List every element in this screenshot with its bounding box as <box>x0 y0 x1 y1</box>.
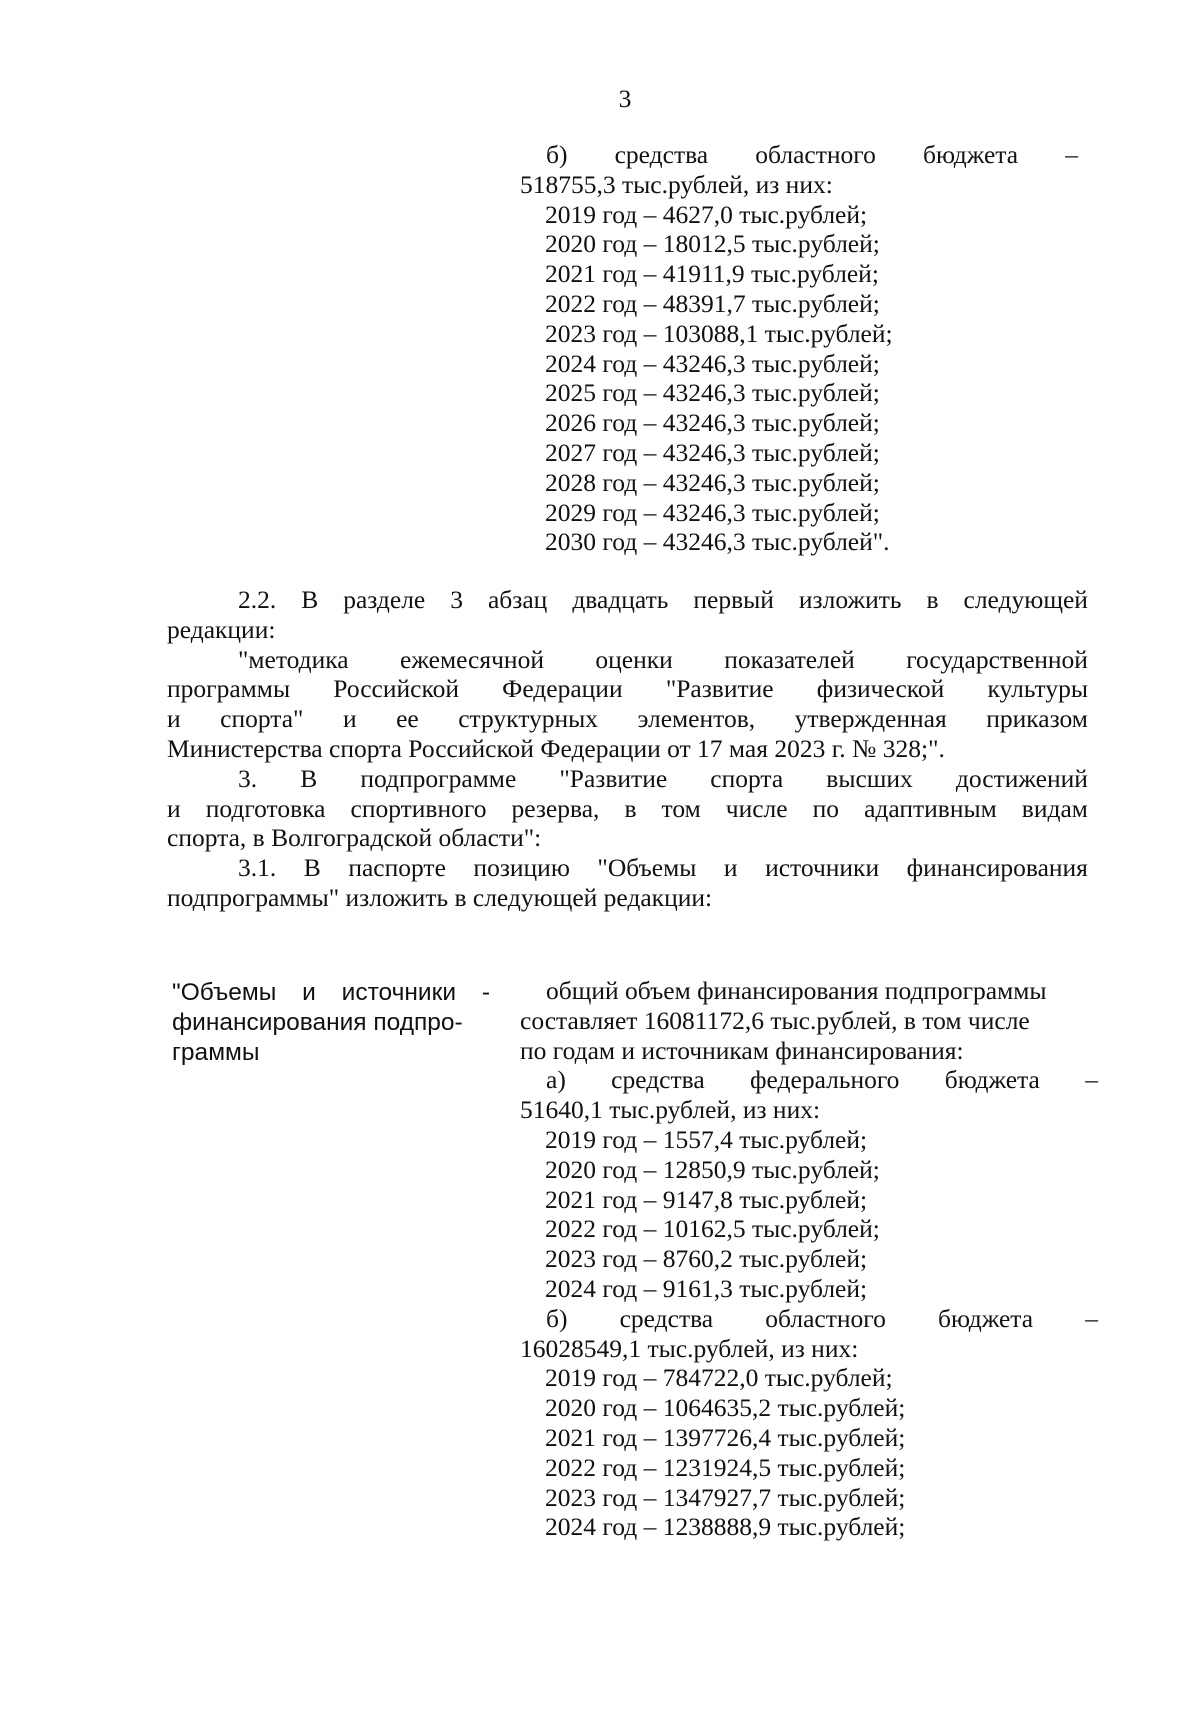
word: числе <box>725 793 788 823</box>
word: ежемесячной <box>400 644 544 674</box>
passport-label-line-2: финансирования подпро- <box>172 1008 463 1036</box>
top-budget-heading-cont: 518755,3 тыс.рублей, из них: <box>520 169 833 199</box>
word: по <box>812 793 840 823</box>
para-3-line-1 <box>167 764 1088 794</box>
word: достижений <box>955 763 1088 793</box>
year-amount-line: 2021 год – 9147,8 тыс.рублей; <box>545 1184 868 1214</box>
word: бюджета <box>944 1065 1040 1095</box>
word: спортивного <box>350 793 487 823</box>
word: – <box>1065 140 1078 169</box>
word: изложить <box>798 585 902 614</box>
year-amount-line: 2024 год – 43246,3 тыс.рублей; <box>545 348 880 378</box>
passport-label-column <box>172 978 490 1067</box>
year-amount-line: 2023 год – 1347927,7 тыс.рублей; <box>545 1482 906 1512</box>
quote-line-2 <box>167 674 1088 704</box>
word: первый <box>693 585 774 614</box>
word: областного <box>755 140 876 169</box>
word: оценки <box>595 644 673 674</box>
word: абзац <box>487 585 548 614</box>
word: бюджета <box>922 140 1019 169</box>
word: областного <box>765 1303 886 1333</box>
year-amount-line: 2024 год – 1238888,9 тыс.рублей; <box>545 1512 906 1542</box>
top-budget-years <box>520 200 1078 558</box>
word: В <box>303 853 321 883</box>
word: разделе <box>343 585 426 614</box>
word: структурных <box>458 704 599 734</box>
para-2-2-line-1 <box>167 585 1088 615</box>
word: а) <box>546 1065 566 1095</box>
financing-total-line-2: составляет 16081172,6 тыс.рублей, в том числе <box>520 1005 1030 1035</box>
word: элементов, <box>637 704 756 734</box>
word: источники <box>765 853 880 883</box>
federal-budget-years <box>520 1125 1098 1304</box>
word: федерального <box>750 1065 900 1095</box>
quote-line-4: Министерства спорта Российской Федерации от 17 мая 2023 г. № 328;". <box>167 733 945 763</box>
year-amount-line: 2022 год – 48391,7 тыс.рублей; <box>545 288 880 318</box>
word: и <box>167 704 181 734</box>
year-amount-line: 2024 год – 9161,3 тыс.рублей; <box>545 1273 868 1303</box>
federal-budget-heading <box>520 1065 1098 1095</box>
year-amount-line: 2026 год – 43246,3 тыс.рублей; <box>545 408 880 438</box>
top-budget-heading <box>520 140 1078 170</box>
year-amount-line: 2020 год – 18012,5 тыс.рублей; <box>545 229 880 259</box>
word: – <box>1085 1303 1098 1333</box>
para-3-line-3: спорта, в Волгоградской области": <box>167 823 542 853</box>
year-amount-line: 2030 год – 43246,3 тыс.рублей". <box>545 527 890 557</box>
word: культуры <box>987 674 1088 704</box>
word: и <box>167 793 181 823</box>
passport-label-line-3: граммы <box>172 1038 260 1066</box>
quote-line-3 <box>167 704 1088 734</box>
year-amount-line: 2029 год – 43246,3 тыс.рублей; <box>545 497 880 527</box>
year-amount-line: 2019 год – 4627,0 тыс.рублей; <box>545 199 868 229</box>
year-amount-line: 2022 год – 10162,5 тыс.рублей; <box>545 1214 880 1244</box>
word: в <box>926 585 939 614</box>
word: В <box>300 763 318 793</box>
year-amount-line: 2022 год – 1231924,5 тыс.рублей; <box>545 1452 906 1482</box>
year-amount-line: 2027 год – 43246,3 тыс.рублей; <box>545 437 880 467</box>
year-amount-line: 2028 год – 43246,3 тыс.рублей; <box>545 467 880 497</box>
word: в <box>624 793 637 823</box>
year-amount-line: 2021 год – 41911,9 тыс.рублей; <box>545 259 879 289</box>
word: следующей <box>963 585 1088 614</box>
financing-total-line-1: общий объем финансирования подпрограммы <box>546 976 1047 1005</box>
year-amount-line: 2025 год – 43246,3 тыс.рублей; <box>545 378 880 408</box>
passport-label-line-1 <box>172 978 490 1008</box>
word: подготовка <box>205 793 326 823</box>
word: "Развитие <box>559 763 668 793</box>
word: двадцать <box>572 585 669 614</box>
word: позицию <box>473 853 570 883</box>
year-amount-line: 2019 год – 784722,0 тыс.рублей; <box>545 1363 893 1393</box>
word: и <box>302 979 316 1006</box>
word: "Развитие <box>665 674 774 704</box>
word: 3. <box>238 763 258 793</box>
regional-budget-heading-cont: 16028549,1 тыс.рублей, из них: <box>520 1333 859 1363</box>
word: и <box>342 704 357 734</box>
year-amount-line: 2023 год – 8760,2 тыс.рублей; <box>545 1244 868 1274</box>
year-amount-line: 2020 год – 12850,9 тыс.рублей; <box>545 1154 880 1184</box>
page-number: 3 <box>618 84 632 113</box>
year-amount-line: 2019 год – 1557,4 тыс.рублей; <box>545 1124 868 1154</box>
word: приказом <box>986 704 1088 734</box>
word: и <box>723 853 738 883</box>
year-amount-line: 2021 год – 1397726,4 тыс.рублей; <box>545 1422 906 1452</box>
word: паспорте <box>348 853 446 883</box>
word: средства <box>619 1303 714 1333</box>
word: бюджета <box>937 1303 1034 1333</box>
word: 3.1. <box>238 853 277 883</box>
word: "Объемы <box>172 979 277 1006</box>
word: - <box>481 979 490 1006</box>
word: том <box>661 793 701 823</box>
word: подпрограмме <box>360 763 517 793</box>
regional-budget-heading <box>520 1304 1098 1334</box>
word: ее <box>396 704 419 734</box>
word: б) <box>546 140 568 169</box>
word: высших <box>826 763 913 793</box>
financing-total-line-3: по годам и источникам финансирования: <box>520 1035 964 1065</box>
para-3-1-line-1 <box>167 853 1088 883</box>
para-2-2-line-2: редакции: <box>167 614 276 644</box>
regional-budget-years <box>520 1363 1098 1542</box>
main-body <box>167 585 1088 913</box>
passport-content-column <box>520 976 1098 1542</box>
word: средства <box>614 140 709 169</box>
word: б) <box>546 1303 568 1333</box>
word: Федерации <box>502 674 623 704</box>
word: 2.2. <box>238 585 277 614</box>
word: В <box>301 585 319 614</box>
word: резерва, <box>511 793 600 823</box>
word: источники <box>341 979 457 1006</box>
word: спорта" <box>220 704 304 734</box>
word: программы <box>167 674 291 704</box>
word: финансирования <box>906 853 1088 883</box>
year-amount-line: 2023 год – 103088,1 тыс.рублей; <box>545 318 893 348</box>
word: "Объемы <box>597 853 697 883</box>
word: видам <box>1021 793 1088 823</box>
word: спорта <box>710 763 784 793</box>
top-budget-block <box>520 140 1078 557</box>
word: 3 <box>450 585 463 614</box>
word: утвержденная <box>794 704 947 734</box>
quote-line-1 <box>167 645 1088 675</box>
word: государственной <box>906 644 1088 674</box>
year-amount-line: 2020 год – 1064635,2 тыс.рублей; <box>545 1393 906 1423</box>
word: физической <box>816 674 945 704</box>
word: адаптивным <box>864 793 997 823</box>
word: показателей <box>724 644 855 674</box>
word: средства <box>611 1065 705 1095</box>
para-3-1-line-2: подпрограммы" изложить в следующей редакции: <box>167 882 713 912</box>
para-3-line-2 <box>167 794 1088 824</box>
word: "методика <box>238 644 349 674</box>
word: Российской <box>333 674 459 704</box>
word: – <box>1085 1065 1098 1095</box>
federal-budget-heading-cont: 51640,1 тыс.рублей, из них: <box>520 1095 821 1125</box>
